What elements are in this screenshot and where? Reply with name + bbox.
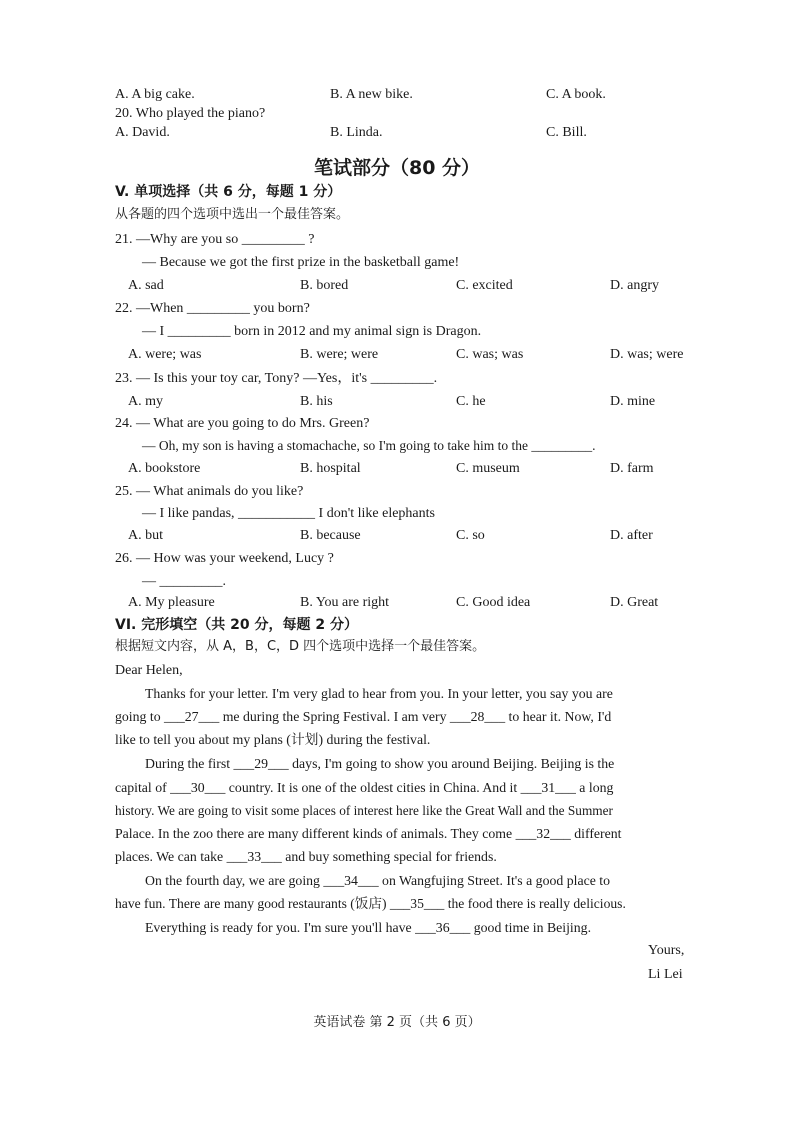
question-stem: — Because we got the first prize in the basketball game! (142, 255, 460, 270)
question-stem: 22. —When _________ you born? (115, 301, 310, 316)
option-d: D. Great (610, 595, 659, 610)
option-c: C. excited (456, 278, 513, 293)
option-b: B. You are right (300, 595, 390, 610)
option-c: C. A book. (546, 87, 606, 102)
option-d: D. mine (610, 394, 656, 409)
section-5-instruction: 从各题的四个选项中选出一个最佳答案。 (115, 207, 350, 222)
letter-line: Thanks for your letter. I'm very glad to hear from you. In your letter, you say you are (145, 686, 613, 701)
letter-greeting: Dear Helen, (115, 663, 183, 678)
option-b: B. Linda. (330, 125, 383, 140)
section-6-title: VI. 完形填空（共 20 分，每题 2 分） (115, 617, 358, 633)
section-6-instruction: 根据短文内容，从 A，B，C，D 四个选项中选择一个最佳答案。 (115, 639, 486, 654)
option-b: B. bored (300, 278, 349, 293)
option-c: C. he (456, 394, 486, 409)
option-b: B. were; were (300, 347, 379, 362)
option-c: C. Good idea (456, 595, 531, 610)
letter-line: On the fourth day, we are going ___34___ on Wangfujing Street. It's a good place to (145, 873, 610, 888)
letter-line: history. We are going to visit some places of interest here like the Great Wall and the Summer (115, 803, 613, 818)
option-b: B. A new bike. (330, 87, 413, 102)
page-footer: 英语试卷 第 2 页（共 6 页） (313, 1015, 481, 1030)
option-a: A. bookstore (128, 461, 201, 476)
question-stem: — Oh, my son is having a stomachache, so I'm going to take him to the _________. (142, 438, 596, 453)
letter-line: going to ___27___ me during the Spring Festival. I am very ___28___ to hear it. Now, I'd (115, 709, 612, 724)
option-c: C. museum (456, 461, 520, 476)
question-stem: 26. — How was your weekend, Lucy ? (115, 551, 334, 566)
question-stem: 25. — What animals do you like? (115, 484, 304, 499)
option-c: C. Bill. (546, 125, 587, 140)
question-stem: 23. — Is this your toy car, Tony? —Yes，it's _________. (115, 371, 438, 386)
letter-line: Everything is ready for you. I'm sure you'll have ___36___ good time in Beijing. (145, 920, 592, 935)
letter-signature: Li Lei (648, 967, 683, 982)
option-c: C. so (456, 528, 485, 543)
option-a: A. but (128, 528, 163, 543)
option-a: A. David. (115, 125, 170, 140)
option-a: A. my (128, 394, 163, 409)
option-d: D. angry (610, 278, 659, 293)
letter-line: During the first ___29___ days, I'm going to show you around Beijing. Beijing is the (145, 756, 615, 771)
option-d: D. was; were (610, 347, 684, 362)
letter-closing: Yours, (648, 943, 685, 958)
option-a: A. A big cake. (115, 87, 195, 102)
question-stem: — I like pandas, ___________ I don't like elephants (142, 506, 435, 521)
letter-line: capital of ___30___ country. It is one of the oldest cities in China. And it ___31___ a long (115, 780, 614, 795)
option-b: B. his (300, 394, 333, 409)
question-stem: 24. — What are you going to do Mrs. Green? (115, 416, 370, 431)
option-a: A. My pleasure (128, 595, 215, 610)
letter-line: Palace. In the zoo there are many different kinds of animals. They come ___32___ different (115, 826, 622, 841)
option-c: C. was; was (456, 347, 524, 362)
question-stem: 21. —Why are you so _________ ? (115, 232, 315, 247)
question-stem: — _________. (142, 574, 226, 589)
option-b: B. because (300, 528, 361, 543)
question-stem: — I _________ born in 2012 and my animal sign is Dragon. (142, 324, 482, 339)
option-a: A. were; was (128, 347, 202, 362)
option-d: D. after (610, 528, 653, 543)
letter-line: have fun. There are many good restaurants (饭店) ___35___ the food there is really delicious. (115, 896, 626, 911)
written-section-title: 笔试部分（80 分） (313, 157, 481, 179)
section-5-title: V. 单项选择（共 6 分，每题 1 分） (115, 184, 342, 200)
letter-line: like to tell you about my plans (计划) during the festival. (115, 732, 431, 747)
letter-line: places. We can take ___33___ and buy something special for friends. (115, 849, 497, 864)
option-b: B. hospital (300, 461, 361, 476)
option-a: A. sad (128, 278, 164, 293)
question-20: 20. Who played the piano? (115, 106, 266, 121)
option-d: D. farm (610, 461, 654, 476)
